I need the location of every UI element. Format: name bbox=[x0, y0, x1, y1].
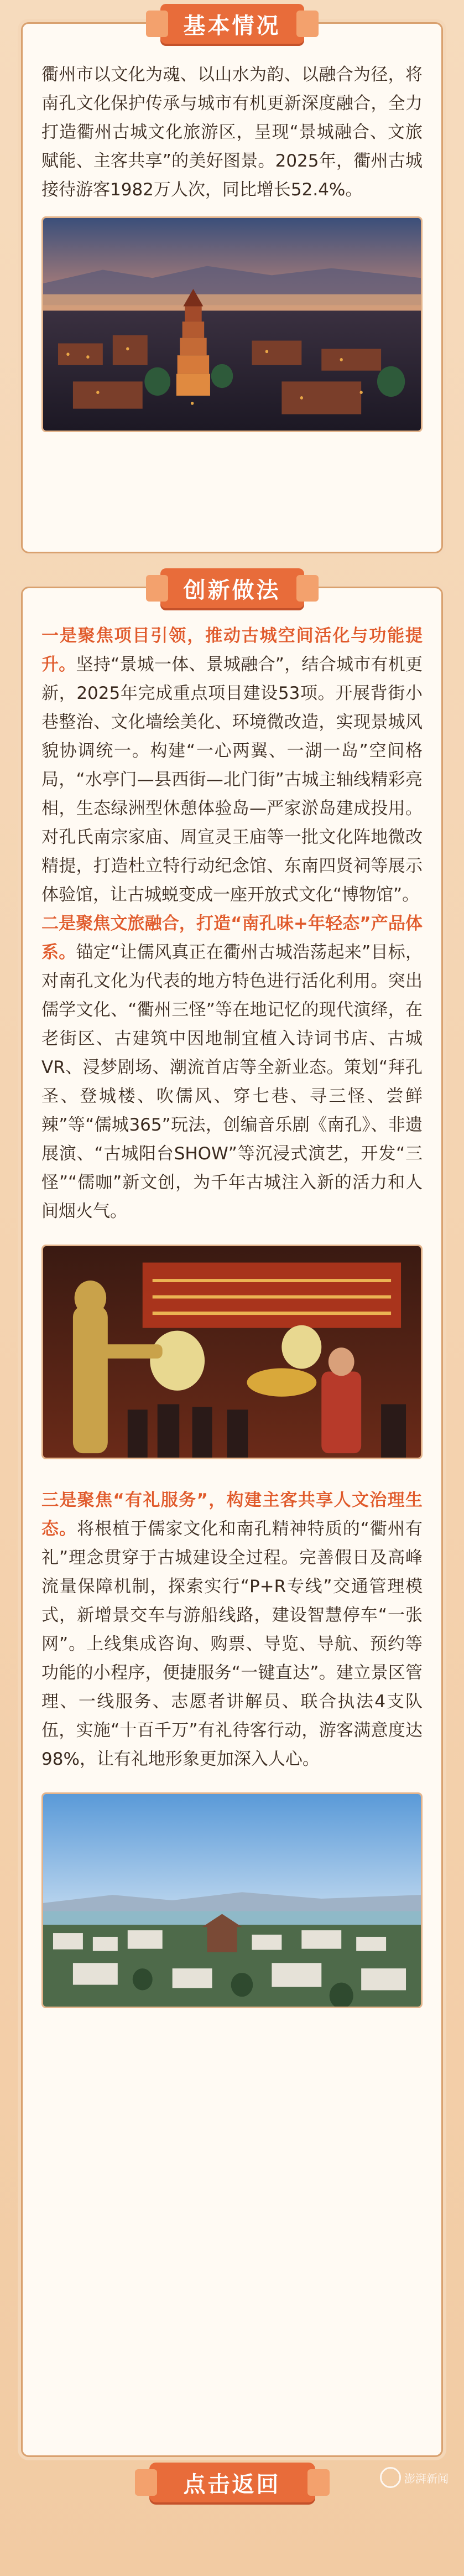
innovation-card bbox=[21, 577, 443, 2457]
section-title-innovation: 创新做法 bbox=[160, 568, 304, 608]
block-1-body: 坚持“景城一体、景城融合”，结合城市有机更新，2025年完成重点项目建设53项。开展背街小巷整治、文化墙绘美化、环境微改造，实现景城风貌协调统一。构建“一心两翼、一湖一岛”空间格局，“水亭门—县西街—北门街”古城主轴线精彩亮相，生态绿洲型休憩体验岛—严家淤岛建成投用。对孔氏南宗家庙、周宣灵王庙等一批文化阵地微改精提，打造杜立特行动纪念馆、东南四贤祠等展示体验馆，让古城蜕变成一座开放式文化“博物馆”。 bbox=[41, 655, 423, 905]
innovation-block-1 bbox=[41, 588, 423, 909]
block-3-lead: 三是聚焦“有礼服务”，构建主客共享人文治理生态。 bbox=[41, 1490, 423, 1539]
block-2-lead: 二是聚焦文旅融合，打造“南孔味+年轻态”产品体系。 bbox=[41, 914, 423, 962]
section-title-basic-info: 基本情况 bbox=[160, 4, 304, 44]
city-panorama-photo bbox=[41, 1792, 423, 2008]
block-3-body: 将根植于儒家文化和南孔精神特质的“衢州有礼”理念贯穿于古城建设全过程。完善假日及高峰流量保障机制，探索实行“P+R专线”交通管理模式，新增景交车与游船线路，建设智慧停车“一张网”。上线集成咨询、购票、导览、导航、预约等功能的小程序，便捷服务“一键直达”。建立景区管理、一线服务、志愿者讲解员、联合执法4支队伍，实施“十百千万”有礼待客行动，游客满意度达98%，让有礼地形象更加深入人心。 bbox=[41, 1519, 423, 1769]
innovation-block-2 bbox=[41, 909, 423, 1226]
block-1-lead: 一是聚焦项目引领，推动古城空间活化与功能提升。 bbox=[41, 626, 423, 675]
watermark-text: 澎湃新闻 bbox=[404, 2471, 449, 2485]
basic-info-paragraph: 衢州市以文化为魂、以山水为韵、以融合为径，将南孔文化保护传承与城市有机更新深度融合，全力打造衢州古城文化旅游区，呈现“景城融合、文旅赋能、主客共享”的美好图景。2025年，衢州古城接待游客1982万人次，同比增长52.4%。 bbox=[41, 65, 423, 200]
confucius-performance-photo bbox=[41, 1245, 423, 1459]
basic-info-card bbox=[21, 13, 443, 553]
watermark-logo-icon bbox=[380, 2467, 401, 2488]
innovation-block-3 bbox=[41, 1486, 423, 1774]
back-button[interactable]: 点击返回 bbox=[149, 2463, 315, 2502]
block-2-body: 锚定“让儒风真正在衢州古城浩荡起来”目标，对南孔文化为代表的地方特色进行活化利用。突出儒学文化、“衢州三怪”等在地记忆的现代演绎，在老街区、古建筑中因地制宜植入诗词书店、古城VR、浸梦剧场、潮流首店等全新业态。策划“拜孔圣、登城楼、吹儒风、穿七巷、寻三怪、尝鲜辣”等“儒城365”玩法，创编音乐剧《南孔》、非遗展演、“古城阳台SHOW”等沉浸式演艺，开发“三怪”“儒咖”新文创，为千年古城注入新的活力和人间烟火气。 bbox=[41, 942, 423, 1221]
watermark bbox=[380, 2467, 449, 2488]
ancient-city-aerial-photo bbox=[41, 216, 423, 432]
